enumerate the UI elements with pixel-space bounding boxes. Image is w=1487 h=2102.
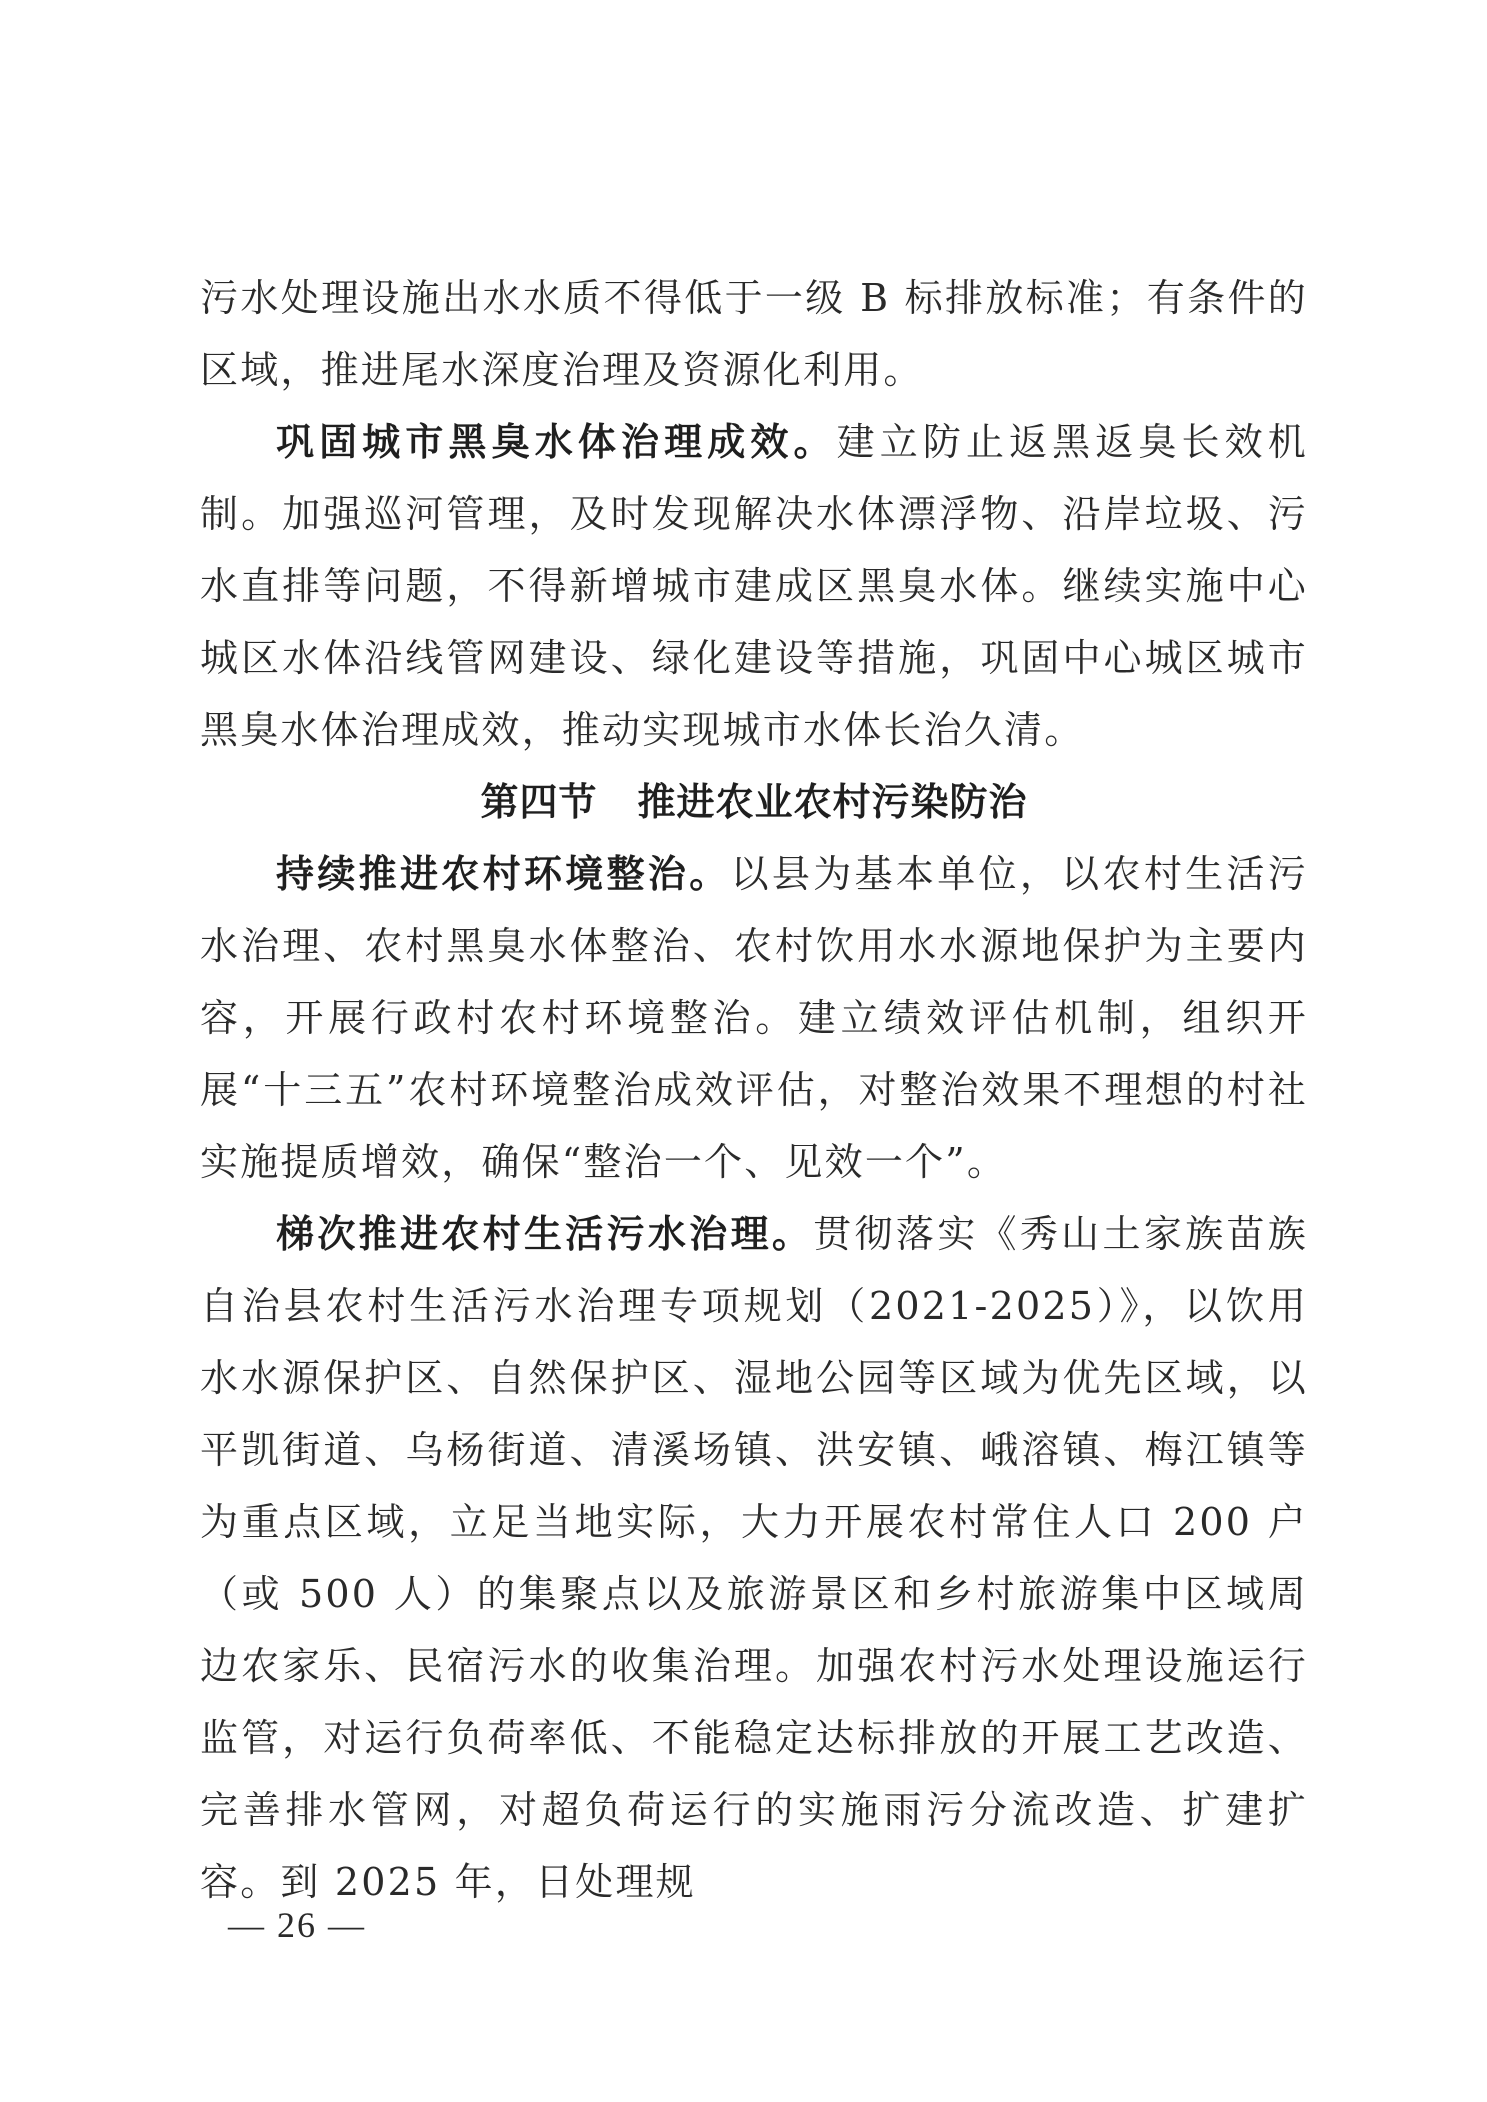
paragraph-treatment-standard: [200, 262, 1308, 406]
section-number: 第四节: [480, 780, 598, 824]
paragraph-black-odorous-water: [200, 406, 1308, 766]
paragraph-text: 建立防止返黑返臭长效机制。加强巡河管理，及时发现解决水体漂浮物、沿岸垃圾、污水直排等问题，不得新增城市建成区黑臭水体。继续实施中心城区水体沿线管网建设、绿化建设等措施，巩固中心城区城市黑臭水体治理成效，推动实现城市水体长治久清。: [200, 420, 1308, 752]
paragraph-text: 以县为基本单位，以农村生活污水治理、农村黑臭水体整治、农村饮用水水源地保护为主要内容，开展行政村农村环境整治。建立绩效评估机制，组织开展“十三五”农村环境整治成效评估，对整治效果不理想的村社实施提质增效，确保“整治一个、见效一个”。: [200, 852, 1308, 1184]
paragraph-lead: 巩固城市黑臭水体治理成效。: [276, 419, 837, 464]
paragraph-rural-environment: [200, 838, 1308, 1198]
page-body: [200, 262, 1308, 1918]
section-heading: [200, 766, 1308, 838]
paragraph-lead: 持续推进农村环境整治。: [276, 851, 731, 896]
paragraph-lead: 梯次推进农村生活污水治理。: [276, 1211, 814, 1256]
paragraph-text: 污水处理设施出水水质不得低于一级 B 标排放标准；有条件的区域，推进尾水深度治理及资源化利用。: [200, 276, 1308, 392]
page-number: — 26 —: [228, 1905, 366, 1945]
paragraph-text: 贯彻落实《秀山土家族苗族自治县农村生活污水治理专项规划（2021-2025）》，以饮用水水源保护区、自然保护区、湿地公园等区域为优先区域，以平凯街道、乌杨街道、清溪场镇、洪安镇、峨溶镇、梅江镇等为重点区域，立足当地实际，大力开展农村常住人口 200 户（或 500 人）的集聚点以及旅游景区和乡村旅游集中区域周边农家乐、民宿污水的收集治理。加强农村污水处理设施运行监管，对运行负荷率低、不能稳定达标排放的开展工艺改造、完善排水管网，对超负荷运行的实施雨污分流改造、扩建扩容。到 2025 年，日处理规: [200, 1212, 1308, 1904]
section-title: 推进农业农村污染防治: [637, 780, 1028, 824]
paragraph-rural-sewage: [200, 1198, 1308, 1918]
